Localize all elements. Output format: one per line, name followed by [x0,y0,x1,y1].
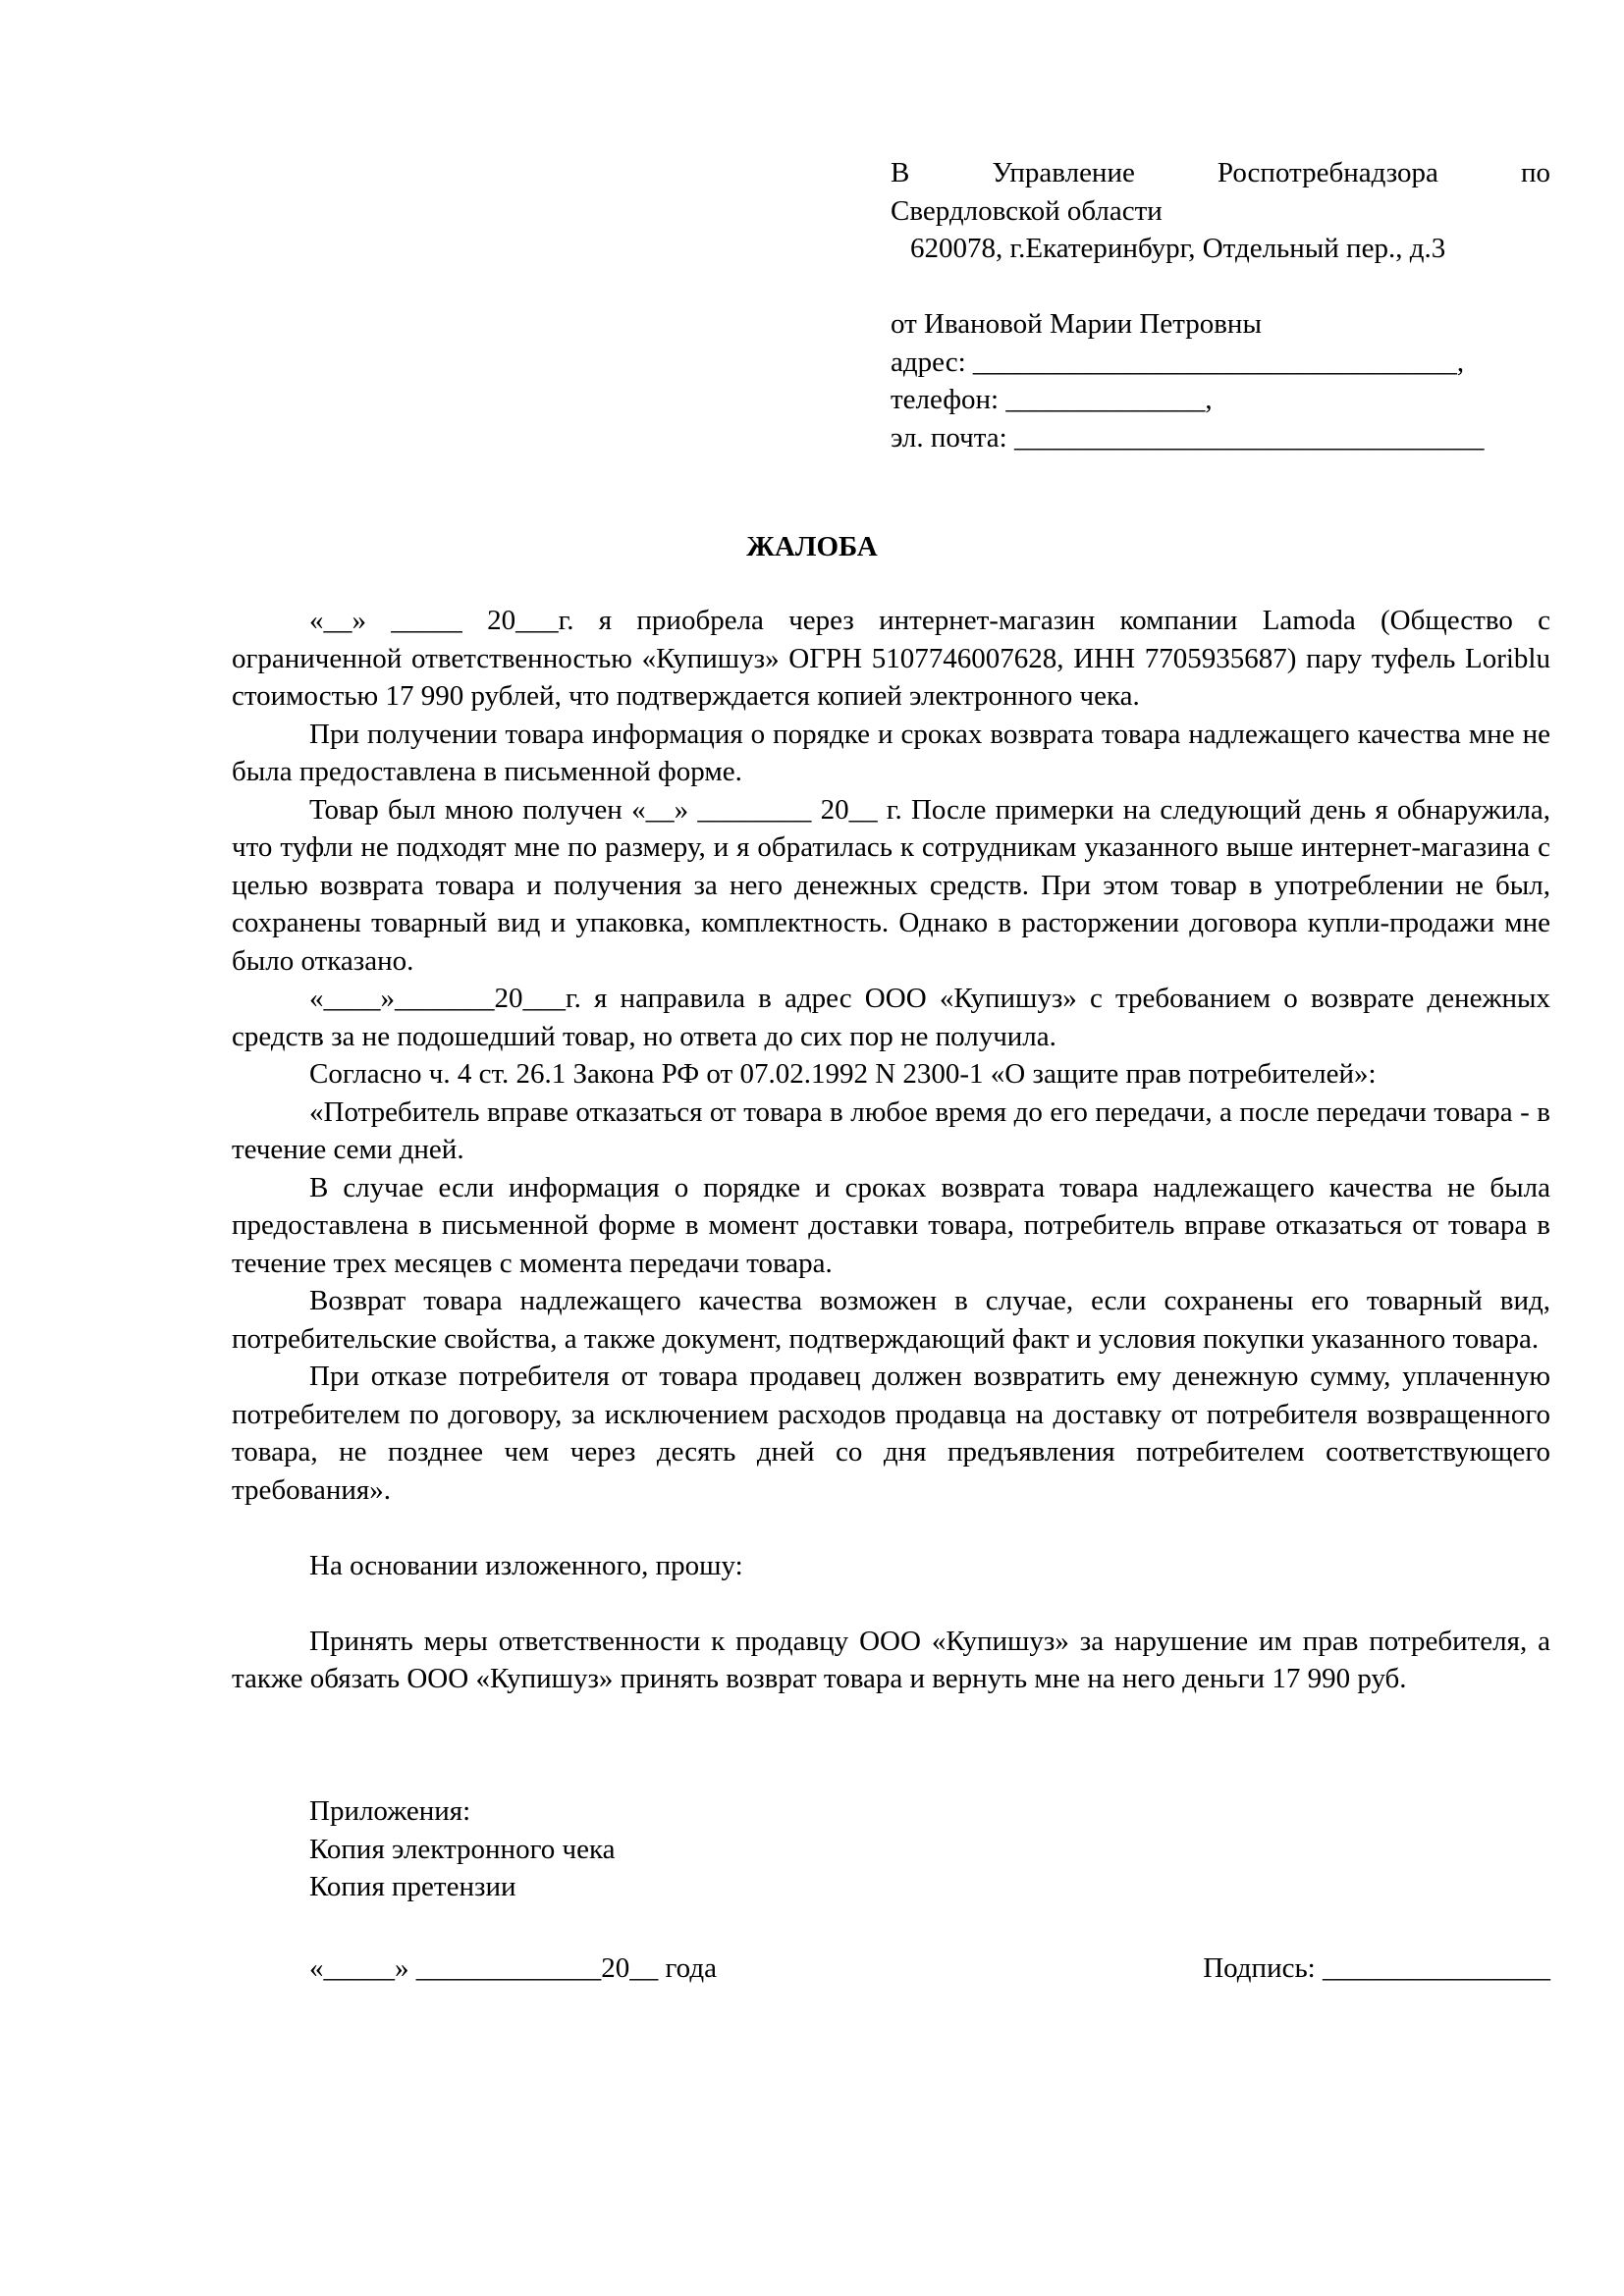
signature-field: Подпись: ________________ [1203,1952,1550,1984]
recipient-line-1 [891,154,1550,192]
sender-phone: телефон: ______________, [891,384,1213,415]
footer [309,1949,1550,1987]
complaint-body [232,602,1550,1735]
sender-address: адрес: __________________________________, [891,346,1465,378]
attachments-heading: Приложения: [309,1795,471,1827]
attachments-block [309,1792,615,1906]
paragraph-law-reference: Согласно ч. 4 ст. 26.1 Закона РФ от 07.02.1992 N 2300-1 «О защите прав потребителей»: [309,1058,1377,1090]
sender-name: от Ивановой Марии Петровны [891,308,1262,340]
sender-block [891,305,1550,456]
paragraph-law-quote-3: Возврат товара надлежащего качества возможен в случае, если сохранены его товарный вид, потребительские свойства, а также документ, подтверждающий факт и условия покупки указанного товара. [232,1285,1550,1355]
recipient-word: Роспотребнадзора [1217,157,1438,188]
date-field: «_____» _____________20__ года [309,1952,717,1984]
recipient-word: по [1520,157,1550,188]
paragraph-law-quote-2: В случае если информация о порядке и сроках возврата товара надлежащего качества не была предоставлена в письменной форме в момент доставки товара, потребитель вправе отказаться от товара в течение трех месяцев с момента передачи товара. [232,1171,1550,1279]
document-title: ЖАЛОБА [746,531,878,562]
paragraph-purchase: «__» _____ 20___г. я приобрела через интернет-магазин компании Lamoda (Общество с ограниченной ответственностью «Купишуз» ОГРН 5107746007628, ИНН 7705935687) пару туфель Loriblu стоимостью 17 990 рублей, что подтверждается копией электронного чека. [232,605,1550,712]
attachment-item: Копия претензии [309,1871,516,1902]
paragraph-claim-sent: «____»_______20___г. я направила в адрес ООО «Купишуз» с требованием о возврате денежных средств за не подошедший товар, но ответа до сих пор не получила. [232,983,1550,1052]
paragraph-received: Товар был мною получен «__» ________ 20__ г. После примерки на следующий день я обнаружила, что туфли не подходят мне по размеру, и я обратилась к сотрудникам указанного выше интернет-магазина с целью возврата товара и получения за него денежных средств. При этом товар в употреблении не был, сохранены товарный вид и упаковка, комплектность. Однако в расторжении договора купли-продажи мне было отказано. [232,793,1550,977]
recipient-line-2: Свердловской области [891,194,1163,227]
recipient-word: Управление [992,157,1135,188]
paragraph-law-quote-1: «Потребитель вправе отказаться от товара в любое время до его передачи, а после передачи товара - в течение семи дней. [232,1095,1550,1165]
recipient-block [891,154,1550,268]
attachment-item: Копия электронного чека [309,1833,616,1865]
request-intro: На основании изложенного, прошу: [309,1549,743,1581]
request-text: Принять меры ответственности к продавцу ООО «Купишуз» за нарушение им прав потребителя, а также обязать ООО «Купишуз» принять возврат товара и вернуть мне на него деньги 17 990 руб. [232,1625,1550,1694]
recipient-word: В [891,157,910,188]
paragraph-law-quote-4: При отказе потребителя от товара продавец должен возвратить ему денежную сумму, уплаченную потребителем по договору, за исключением расходов продавца на доставку от потребителя возвращенного товара, не позднее чем через десять дней со дня предъявления потребителем соответствующего требования». [232,1361,1550,1506]
sender-email: эл. почта: _________________________________ [891,421,1485,454]
paragraph-no-info: При получении товара информация о порядке и сроках возврата товара надлежащего качества мне не была предоставлена в письменной форме. [232,718,1550,787]
recipient-address: 620078, г.Екатеринбург, Отдельный пер., д.3 [910,233,1446,264]
